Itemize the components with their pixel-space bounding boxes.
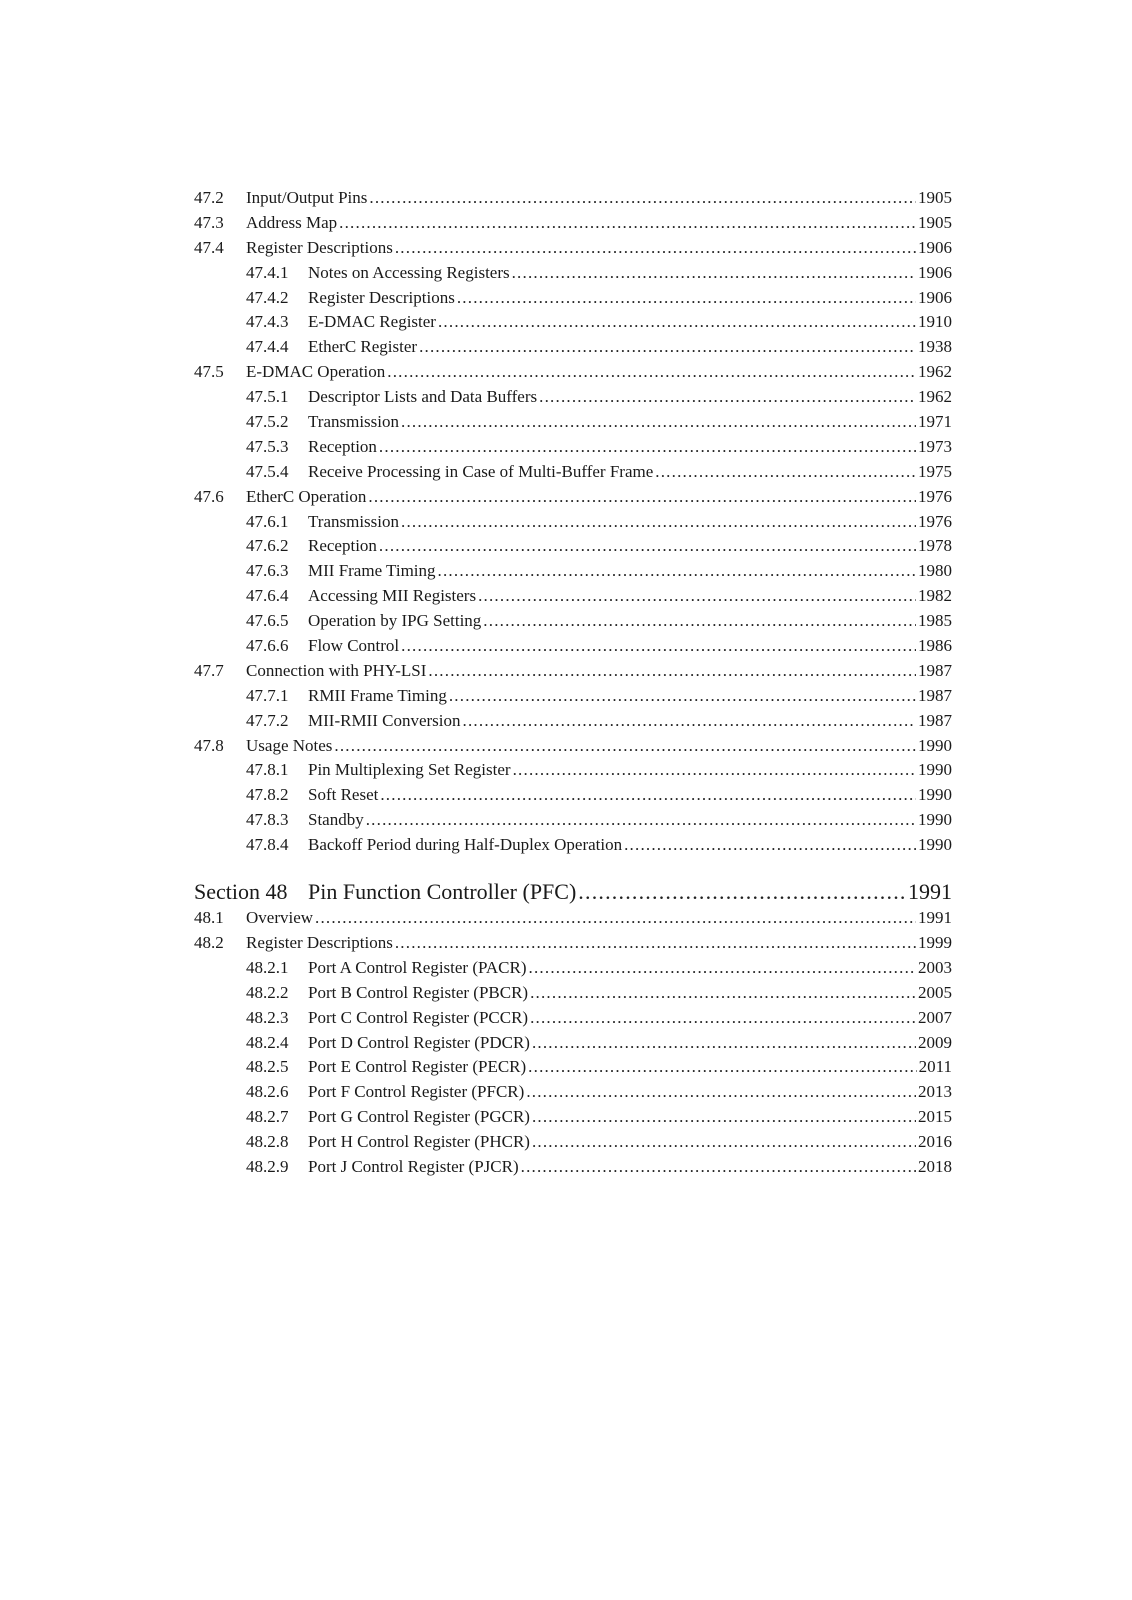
toc-entry-number: 47.7 <box>194 660 224 680</box>
toc-entry-title: Port A Control Register (PACR) <box>308 957 527 977</box>
toc-entry-number: 48.2.8 <box>246 1132 289 1152</box>
toc-entry-page: 2005 <box>918 982 952 1002</box>
dot-leader <box>315 906 916 931</box>
toc-entry-page: 2016 <box>918 1132 952 1152</box>
toc-entry[interactable] <box>194 1055 952 1080</box>
dot-leader <box>513 758 916 783</box>
toc-entry-title: Port E Control Register (PECR) <box>308 1057 527 1077</box>
dot-leader <box>449 684 916 709</box>
toc-entry-title: Port B Control Register (PBCR) <box>308 982 529 1002</box>
toc-entry-title: Notes on Accessing Registers <box>308 262 510 282</box>
toc-entry-number: 47.6.6 <box>246 636 289 656</box>
toc-entry[interactable] <box>194 1155 952 1180</box>
toc-entry-page: 1985 <box>918 611 952 631</box>
toc-entry-title: Register Descriptions <box>308 287 455 307</box>
toc-entry-page: 1990 <box>918 810 952 830</box>
toc-entry-number: 47.8.1 <box>246 760 289 780</box>
dot-leader <box>401 510 916 535</box>
toc-entry[interactable] <box>194 609 952 634</box>
toc-entry-title: Usage Notes <box>246 735 333 755</box>
toc-entry-title: Operation by IPG Setting <box>308 611 482 631</box>
toc-entry-page: 1905 <box>918 212 952 232</box>
dot-leader <box>478 584 916 609</box>
toc-entry-page: 1905 <box>918 188 952 207</box>
toc-entry-page: 1910 <box>918 312 952 332</box>
toc-entry[interactable] <box>194 1080 952 1105</box>
toc-entry-page: 2009 <box>918 1032 952 1052</box>
dot-leader <box>530 1006 916 1031</box>
dot-leader <box>438 559 916 584</box>
toc-entry-title: Backoff Period during Half-Duplex Operation <box>308 835 623 855</box>
dot-leader <box>369 186 916 211</box>
dot-leader <box>532 1105 916 1130</box>
toc-entry-page: 1906 <box>918 237 952 257</box>
toc-entry-number: 47.6.4 <box>246 586 289 606</box>
toc-entry-number: 47.4.2 <box>246 287 289 307</box>
toc-entry[interactable] <box>194 634 952 659</box>
dot-leader <box>655 460 916 485</box>
toc-entry-page: 1987 <box>918 710 952 730</box>
toc-entry-title: Standby <box>308 810 364 830</box>
toc-entry-title: Pin Function Controller (PFC) <box>308 879 577 905</box>
toc-entry[interactable] <box>194 1130 952 1155</box>
toc-entry-number: 48.2.5 <box>246 1057 289 1077</box>
dot-leader <box>401 410 916 435</box>
dot-leader <box>483 609 916 634</box>
toc-entry-number: 47.6.1 <box>246 511 289 531</box>
toc-entry-page: 1987 <box>918 660 952 680</box>
toc-entry-number: 48.2.4 <box>246 1032 289 1052</box>
toc-entry-number: 47.8 <box>194 735 224 755</box>
table-of-contents <box>194 186 952 1180</box>
toc-entry-title: Address Map <box>246 212 338 232</box>
toc-entry-page: 1991 <box>918 908 952 928</box>
toc-entry-page: 1986 <box>918 636 952 656</box>
dot-leader <box>334 734 916 759</box>
toc-entry[interactable] <box>194 833 952 858</box>
toc-entry[interactable] <box>194 981 952 1006</box>
toc-entry-number: 47.4.3 <box>246 312 289 332</box>
toc-entry-number: 47.2 <box>194 188 224 207</box>
toc-entry[interactable] <box>194 684 952 709</box>
toc-entry-title: Port H Control Register (PHCR) <box>308 1132 530 1152</box>
dot-leader <box>387 360 916 385</box>
toc-entry[interactable] <box>194 310 952 335</box>
toc-entry-number: 47.4.1 <box>246 262 289 282</box>
toc-entry-title: Overview <box>246 908 314 928</box>
toc-entry-title: MII-RMII Conversion <box>308 710 461 730</box>
dot-leader <box>578 878 906 906</box>
toc-entry[interactable] <box>194 659 952 684</box>
toc-entry-number: 47.8.3 <box>246 810 289 830</box>
toc-entry-title: Pin Multiplexing Set Register <box>308 760 511 780</box>
toc-entry[interactable] <box>194 360 952 385</box>
dot-leader <box>532 1031 916 1056</box>
dot-leader <box>528 1055 916 1080</box>
toc-entry-number: 47.6.3 <box>246 561 289 581</box>
toc-entry[interactable] <box>194 783 952 808</box>
toc-entry-page: 1962 <box>918 362 952 382</box>
toc-entry[interactable] <box>194 584 952 609</box>
toc-entry-page: 1906 <box>918 287 952 307</box>
dot-leader <box>532 1130 916 1155</box>
toc-entry-title: Input/Output Pins <box>246 188 368 207</box>
toc-entry-page: 1991 <box>908 879 952 905</box>
toc-entry-number: 47.7.2 <box>246 710 289 730</box>
toc-entry-page: 1990 <box>918 835 952 855</box>
toc-entry-page: 1906 <box>918 262 952 282</box>
toc-entry-title: EtherC Register <box>308 337 418 357</box>
toc-entry-page: 1962 <box>918 387 952 407</box>
dot-leader <box>463 709 916 734</box>
toc-entry-page: 1978 <box>918 536 952 556</box>
toc-entry-title: Soft Reset <box>308 785 379 805</box>
toc-section-heading[interactable] <box>194 878 952 906</box>
dot-leader <box>368 485 916 510</box>
toc-entry-page: 1976 <box>918 486 952 506</box>
dot-leader <box>395 931 916 956</box>
toc-entry-page: 1973 <box>918 436 952 456</box>
toc-entry-page: 1975 <box>918 461 952 481</box>
dot-leader <box>366 808 916 833</box>
toc-entry-title: Port D Control Register (PDCR) <box>308 1032 530 1052</box>
toc-entry-title: Port F Control Register (PFCR) <box>308 1082 525 1102</box>
toc-entry-number: 47.5.3 <box>246 436 289 456</box>
toc-entry-number: 47.5.1 <box>246 387 289 407</box>
toc-entry[interactable] <box>194 1006 952 1031</box>
toc-entry[interactable] <box>194 460 952 485</box>
dot-leader <box>539 385 916 410</box>
toc-entry-title: Port J Control Register (PJCR) <box>308 1156 519 1176</box>
toc-entry-title: E-DMAC Operation <box>246 362 386 382</box>
toc-entry-number: 47.5 <box>194 362 224 382</box>
toc-entry[interactable] <box>194 410 952 435</box>
toc-entry-page: 1980 <box>918 561 952 581</box>
toc-entry-page: 2015 <box>918 1107 952 1127</box>
toc-entry-number: 47.8.4 <box>246 835 289 855</box>
toc-entry-title: EtherC Operation <box>246 486 367 506</box>
dot-leader <box>457 286 916 311</box>
toc-entry[interactable] <box>194 1031 952 1056</box>
toc-entry-page: 1999 <box>918 932 952 952</box>
dot-leader <box>526 1080 916 1105</box>
dot-leader <box>530 981 916 1006</box>
toc-entry-title: Reception <box>308 536 377 556</box>
toc-entry-page: 1982 <box>918 586 952 606</box>
dot-leader <box>529 956 916 981</box>
toc-entry[interactable] <box>194 335 952 360</box>
toc-entry-title: Port C Control Register (PCCR) <box>308 1007 529 1027</box>
toc-entry-number: 48.2.6 <box>246 1082 289 1102</box>
toc-entry-title: Accessing MII Registers <box>308 586 477 606</box>
toc-entry-title: Transmission <box>308 412 400 432</box>
dot-leader <box>380 783 916 808</box>
toc-entry-title: Port G Control Register (PGCR) <box>308 1107 530 1127</box>
dot-leader <box>401 634 916 659</box>
toc-entry-number: 47.7.1 <box>246 685 289 705</box>
toc-entry[interactable] <box>194 1105 952 1130</box>
toc-entry-number: 48.2.7 <box>246 1107 289 1127</box>
toc-entry[interactable] <box>194 236 952 261</box>
dot-leader <box>395 236 916 261</box>
toc-entry[interactable] <box>194 385 952 410</box>
toc-entry-number: 48.2.9 <box>246 1156 289 1176</box>
toc-entry-title: Connection with PHY-LSI <box>246 660 427 680</box>
dot-leader <box>419 335 916 360</box>
toc-entry-title: MII Frame Timing <box>308 561 436 581</box>
dot-leader <box>438 310 916 335</box>
dot-leader <box>428 659 916 684</box>
toc-entry-title: Transmission <box>308 511 400 531</box>
dot-leader <box>339 211 916 236</box>
toc-entry-title: Reception <box>308 436 377 456</box>
toc-entry[interactable] <box>194 709 952 734</box>
toc-entry-number: Section 48 <box>194 879 288 905</box>
dot-leader <box>379 534 916 559</box>
toc-entry-number: 48.2.1 <box>246 957 289 977</box>
toc-entry[interactable] <box>194 261 952 286</box>
toc-entry-title: Receive Processing in Case of Multi-Buffer Frame <box>308 461 654 481</box>
dot-leader <box>379 435 916 460</box>
toc-entry[interactable] <box>194 534 952 559</box>
toc-entry-number: 47.3 <box>194 212 224 232</box>
toc-entry[interactable] <box>194 211 952 236</box>
toc-entry-page: 2013 <box>918 1082 952 1102</box>
toc-entry[interactable] <box>194 510 952 535</box>
toc-entry-title: Descriptor Lists and Data Buffers <box>308 387 538 407</box>
toc-entry[interactable] <box>194 485 952 510</box>
toc-entry[interactable] <box>194 435 952 460</box>
toc-entry-title: Flow Control <box>308 636 400 656</box>
dot-leader <box>512 261 916 286</box>
dot-leader <box>624 833 916 858</box>
toc-entry-number: 48.2.3 <box>246 1007 289 1027</box>
toc-entry-number: 47.6.2 <box>246 536 289 556</box>
toc-entry-page: 1938 <box>918 337 952 357</box>
toc-entry-number: 47.4 <box>194 237 224 257</box>
toc-entry-page: 2007 <box>918 1007 952 1027</box>
toc-entry-number: 47.6.5 <box>246 611 289 631</box>
toc-entry[interactable] <box>194 559 952 584</box>
toc-entry-page: 2003 <box>918 957 952 977</box>
toc-entry[interactable] <box>194 906 952 931</box>
toc-entry-number: 47.5.4 <box>246 461 289 481</box>
toc-entry-title: RMII Frame Timing <box>308 685 447 705</box>
toc-entry-number: 48.2 <box>194 932 224 952</box>
toc-entry[interactable] <box>194 734 952 759</box>
toc-entry[interactable] <box>194 758 952 783</box>
toc-entry-title: Register Descriptions <box>246 237 393 257</box>
toc-entry[interactable] <box>194 931 952 956</box>
toc-entry-title: E-DMAC Register <box>308 312 436 332</box>
toc-entry-page: 1987 <box>918 685 952 705</box>
toc-entry[interactable] <box>194 186 952 211</box>
toc-entry-page: 1990 <box>918 785 952 805</box>
toc-entry-number: 47.6 <box>194 486 224 506</box>
toc-entry[interactable] <box>194 286 952 311</box>
section-gap <box>194 858 952 878</box>
toc-entry-page: 1990 <box>918 760 952 780</box>
toc-entry-number: 47.4.4 <box>246 337 289 357</box>
toc-entry-page: 1990 <box>918 735 952 755</box>
toc-entry-page: 2018 <box>918 1156 952 1176</box>
toc-entry[interactable] <box>194 956 952 981</box>
toc-entry-number: 47.5.2 <box>246 412 289 432</box>
toc-entry-number: 47.8.2 <box>246 785 289 805</box>
toc-entry-page: 2011 <box>918 1057 952 1077</box>
toc-entry-page: 1971 <box>918 412 952 432</box>
toc-entry[interactable] <box>194 808 952 833</box>
toc-entry-number: 48.2.2 <box>246 982 289 1002</box>
toc-entry-title: Register Descriptions <box>246 932 393 952</box>
toc-entry-page: 1976 <box>918 511 952 531</box>
toc-entry-number: 48.1 <box>194 908 224 928</box>
dot-leader <box>521 1155 916 1180</box>
